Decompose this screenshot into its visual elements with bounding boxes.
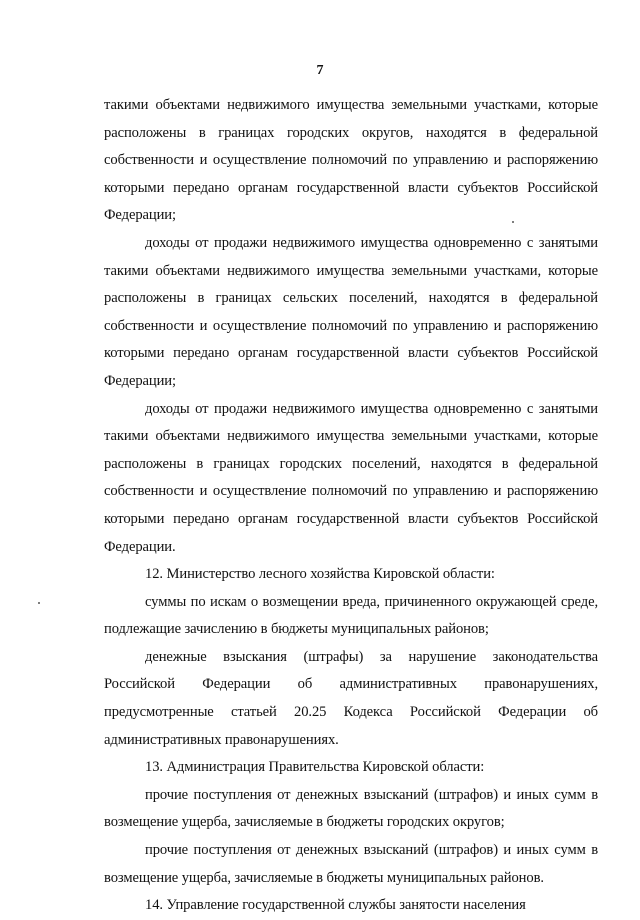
scan-speck	[512, 221, 514, 223]
section-heading-14: 14. Управление государственной службы занятости населения	[145, 897, 526, 914]
paragraph-city-districts: прочие поступления от денежных взысканий (штрафов) и иных сумм в возмещение ущерба, зачисляемые в бюджеты городских округов;	[104, 786, 598, 831]
paragraph-continuation: такими объектами недвижимого имущества земельными участками, которые расположены в границах городских округов, находятся в федеральной собственности и осуществление полномочий по управлению и распоряжению которыми передано органам государственной власти субъектов Российской Федерации;	[104, 97, 598, 224]
paragraph-rural-settlements: доходы от продажи недвижимого имущества одновременно с занятыми такими объектами недвижимого имущества земельными участками, которые расположены в границах сельских поселений, находятся в федеральной собственности и осуществление полномочий по управлению и распоряжению которыми передано органам государственной власти субъектов Российской Федерации;	[104, 234, 598, 389]
page-number: 7	[316, 63, 324, 78]
section-heading-13: 13. Администрация Правительства Кировской области:	[145, 759, 485, 776]
paragraph-municipal-districts: прочие поступления от денежных взысканий (штрафов) и иных сумм в возмещение ущерба, зачисляемые в бюджеты муниципальных районов.	[104, 842, 598, 886]
scan-speck	[38, 602, 40, 604]
section-heading-12: 12. Министерство лесного хозяйства Кировской области:	[145, 566, 495, 583]
paragraph-urban-settlements: доходы от продажи недвижимого имущества одновременно с занятыми такими объектами недвижимого имущества земельными участками, которые расположены в границах городских поселений, находятся в федеральной собственности и осуществление полномочий по управлению и распоряжению которыми передано органам государственной власти субъектов Российской Федерации.	[104, 400, 598, 555]
document-body	[104, 92, 598, 920]
paragraph-environment-damage: суммы по искам о возмещении вреда, причиненного окружающей среде, подлежащие зачислению в бюджеты муниципальных районов;	[104, 593, 598, 638]
paragraph-fines: денежные взыскания (штрафы) за нарушение законодательства Российской Федерации об административных правонарушениях, предусмотренные статьей 20.25 Кодекса Российской Федерации об административных правонарушениях.	[104, 648, 598, 748]
